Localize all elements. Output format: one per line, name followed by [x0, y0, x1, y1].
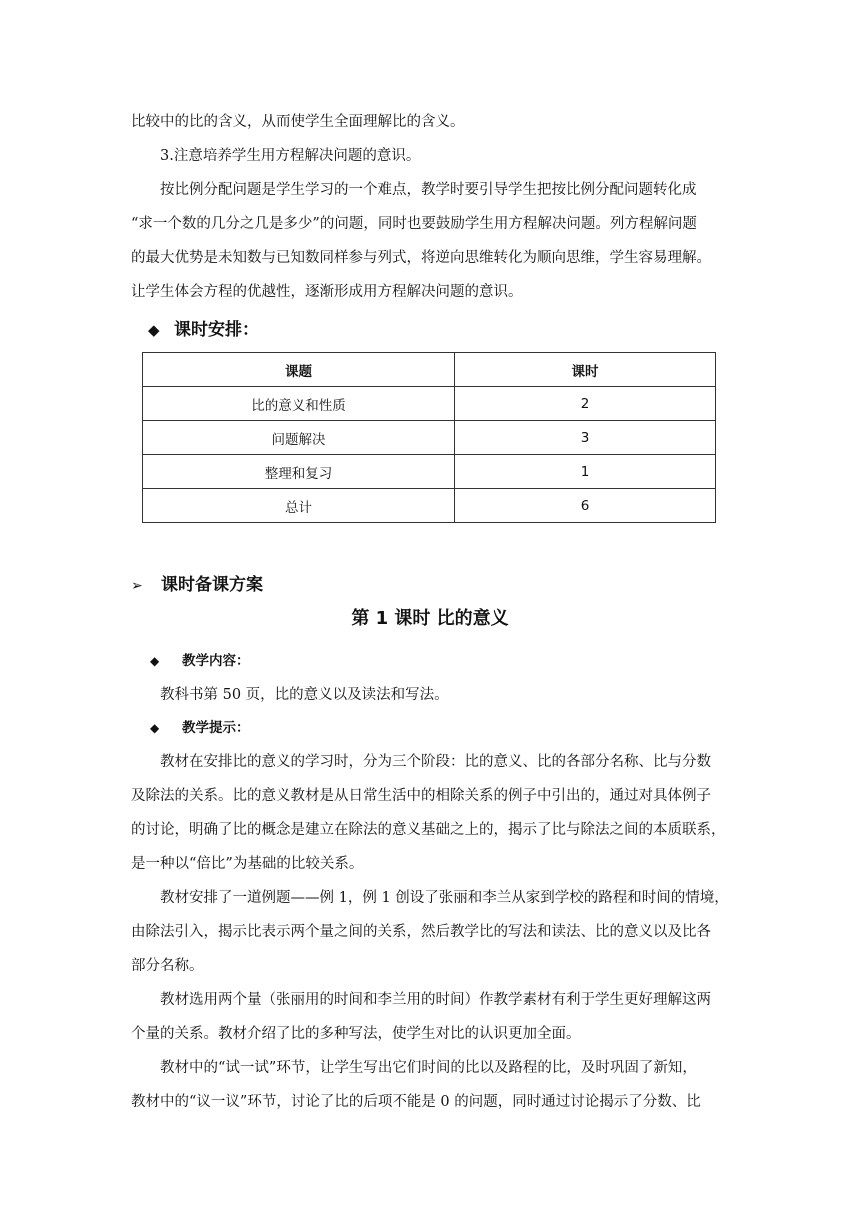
paragraph-line: 教材中的“试一试”环节，让学生写出它们时间的比以及路程的比，及时巩固了新知，	[160, 1060, 697, 1076]
paragraph-line: 教材选用两个量（张丽用的时间和李兰用的时间）作教学素材有利于学生更好理解这两	[160, 992, 711, 1008]
paragraph-line: 由除法引入，揭示比表示两个量之间的关系，然后教学比的写法和读法、比的意义以及比各	[131, 924, 711, 940]
table-cell: 6	[455, 489, 716, 523]
table-cell: 比的意义和性质	[143, 387, 455, 421]
paragraph-line: 让学生体会方程的优越性，逐渐形成用方程解决问题的意识。	[131, 284, 523, 300]
schedule-heading: ◆ 课时安排：	[148, 320, 259, 340]
table-cell: 1	[455, 455, 716, 489]
table-cell: 问题解决	[143, 421, 455, 455]
content-heading: ◆ 教学内容：	[150, 653, 250, 669]
paragraph-line: 教材在安排比的意义的学习时，分为三个阶段：比的意义、比的各部分名称、比与分数	[160, 754, 711, 770]
paragraph-line: 及除法的关系。比的意义教材是从日常生活中的相除关系的例子中引出的，通过对具体例子	[131, 788, 711, 804]
arrow-bullet-icon: ➢	[131, 578, 143, 594]
paragraph-line: 部分名称。	[131, 958, 204, 974]
table-cell: 总计	[143, 489, 455, 523]
table-header-row	[143, 353, 716, 387]
column-header-hours: 课时	[455, 353, 716, 387]
paragraph-line: 的讨论，明确了比的概念是建立在除法的意义基础之上的，揭示了比与除法之间的本质联系，	[131, 822, 726, 838]
diamond-bullet-icon: ◆	[150, 654, 160, 668]
table-cell: 整理和复习	[143, 455, 455, 489]
paragraph-line: 的最大优势是未知数与已知数同样参与列式，将逆向思维转化为顺向思维，学生容易理解。	[131, 250, 711, 266]
plan-heading: ➢ 课时备课方案	[131, 575, 263, 595]
content-text: 教科书第 50 页，比的意义以及读法和写法。	[160, 687, 449, 703]
table-cell: 3	[455, 421, 716, 455]
paragraph-line: 教材安排了一道例题——例 1，例 1 创设了张丽和李兰从家到学校的路程和时间的情境，	[160, 890, 729, 906]
paragraph-line: 比较中的比的含义，从而使学生全面理解比的含义。	[131, 114, 465, 130]
diamond-bullet-icon: ◆	[150, 721, 160, 735]
paragraph-line: 是一种以“倍比”为基础的比较关系。	[131, 856, 364, 872]
paragraph-line: 按比例分配问题是学生学习的一个难点，教学时要引导学生把按比例分配问题转化成	[160, 182, 697, 198]
lesson-title: 第 1 课时 比的意义	[351, 608, 509, 629]
table-row	[143, 421, 716, 455]
schedule-table	[142, 352, 716, 523]
paragraph-line: 个量的关系。教材介绍了比的多种写法，使学生对比的认识更加全面。	[131, 1026, 581, 1042]
table-row	[143, 455, 716, 489]
diamond-bullet-icon: ◆	[148, 321, 160, 339]
table-row	[143, 489, 716, 523]
list-item-3: 3.注意培养学生用方程解决问题的意识。	[160, 148, 421, 164]
tips-heading: ◆ 教学提示：	[150, 720, 250, 736]
paragraph-line: 教材中的“议一议”环节，讨论了比的后项不能是 0 的问题，同时通过讨论揭示了分数、比	[131, 1094, 701, 1110]
table-cell: 2	[455, 387, 716, 421]
column-header-topic: 课题	[143, 353, 455, 387]
table-row	[143, 387, 716, 421]
paragraph-line: “求一个数的几分之几是多少”的问题，同时也要鼓励学生用方程解决问题。列方程解问题	[131, 216, 697, 232]
